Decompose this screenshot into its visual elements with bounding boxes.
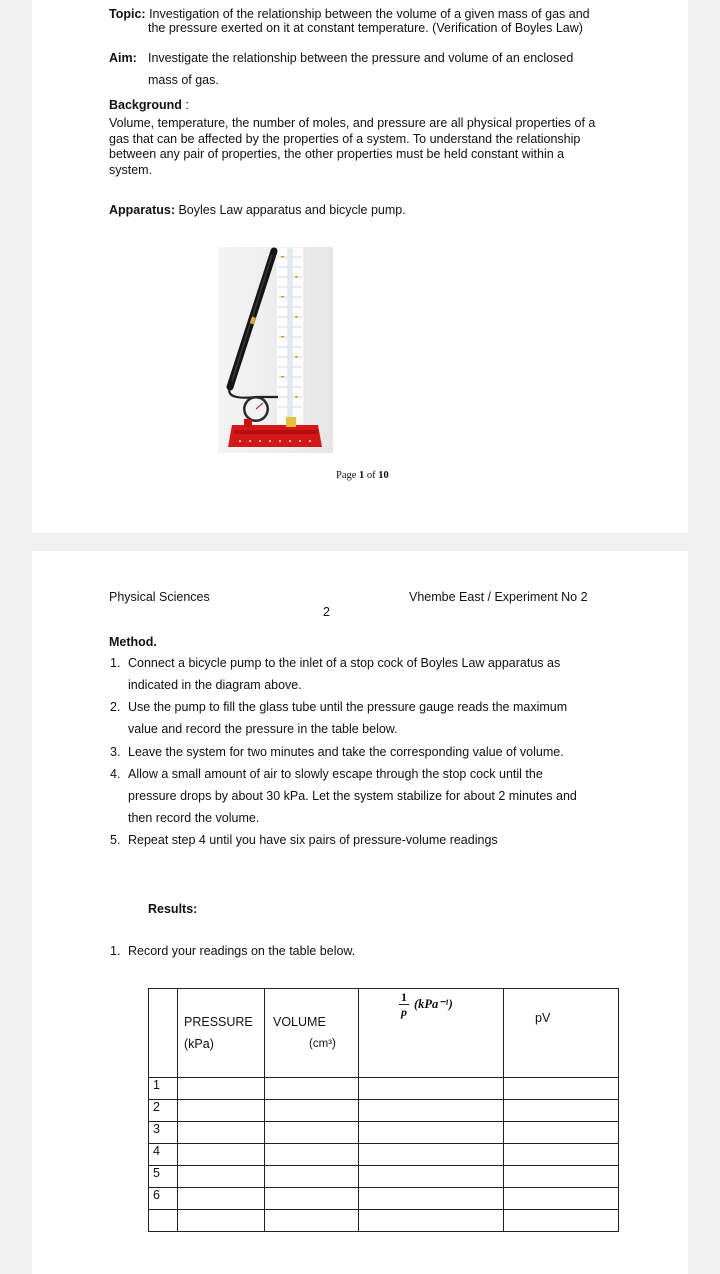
table-row <box>149 1188 619 1210</box>
footer-prefix: Page <box>336 470 357 481</box>
background-line: between any pair of properties, the other properties must be held constant within a <box>109 147 565 161</box>
footer-of: of <box>366 470 376 481</box>
background-line: gas that can be affected by the properties of a system. To understand the relationship <box>109 131 581 146</box>
background-label: Background <box>109 98 182 112</box>
method-step-number: 4. <box>110 767 121 781</box>
topic-line-2: the pressure exerted on it at constant temperature. (Verification of Boyles Law) <box>148 21 583 35</box>
method-step <box>110 829 618 851</box>
inverse-pressure-cell[interactable] <box>359 1166 504 1188</box>
topic-text-1: Investigation of the relationship between the volume of a given mass of gas and <box>149 7 590 21</box>
inverse-pressure-cell[interactable] <box>359 1122 504 1144</box>
header-right: Vhembe East / Experiment No 2 <box>409 590 588 604</box>
pressure-cell[interactable] <box>178 1188 265 1210</box>
method-step-number: 2. <box>110 700 121 714</box>
method-step-number: 3. <box>110 745 121 759</box>
method-step-line: Allow a small amount of air to slowly escape through the stop cock until the <box>128 767 543 781</box>
inverse-denominator: p <box>401 1005 407 1019</box>
volume-cell[interactable] <box>265 1100 359 1122</box>
document-page-2 <box>32 551 688 1274</box>
pressure-header: PRESSURE <box>184 1015 253 1029</box>
background-line: Volume, temperature, the number of moles, and pressure are all physical properties of a <box>109 116 596 130</box>
method-step-number: 1. <box>110 656 121 670</box>
volume-cell[interactable] <box>265 1144 359 1166</box>
pv-cell[interactable] <box>504 1100 619 1122</box>
method-step-line: value and record the pressure in the table below. <box>128 722 398 736</box>
background-paragraph <box>109 116 649 178</box>
method-step-line: Repeat step 4 until you have six pairs of pressure-volume readings <box>128 833 498 847</box>
volume-unit: (cm³) <box>309 1038 336 1050</box>
pv-cell[interactable] <box>504 1166 619 1188</box>
table-row <box>149 1078 619 1100</box>
method-heading: Method. <box>109 635 157 649</box>
inverse-unit: (kPa⁻¹) <box>414 997 453 1011</box>
table-row <box>149 1144 619 1166</box>
results-step-number: 1. <box>110 944 121 958</box>
pressure-cell[interactable] <box>178 1144 265 1166</box>
pressure-cell[interactable] <box>178 1078 265 1100</box>
background-line: system. <box>109 162 153 177</box>
apparatus-photo <box>218 247 333 453</box>
pv-cell[interactable] <box>504 1078 619 1100</box>
pv-cell[interactable] <box>504 1144 619 1166</box>
method-step-line: pressure drops by about 30 kPa. Let the system stabilize for about 2 minutes and <box>128 789 577 803</box>
footer-total: 10 <box>378 470 389 481</box>
pressure-cell[interactable] <box>178 1100 265 1122</box>
results-step <box>110 940 618 962</box>
header-left: Physical Sciences <box>109 590 210 604</box>
volume-cell[interactable] <box>265 1188 359 1210</box>
aim-line-2: mass of gas. <box>148 73 219 87</box>
aim-label: Aim: <box>109 51 137 65</box>
method-step-number: 5. <box>110 833 121 847</box>
inverse-pressure-cell[interactable] <box>359 1100 504 1122</box>
aim-line-1: Investigate the relationship between the pressure and volume of an enclosed <box>148 51 574 65</box>
pressure-unit: (kPa) <box>184 1037 214 1051</box>
volume-header-cell <box>265 989 359 1078</box>
apparatus-text: Boyles Law apparatus and bicycle pump. <box>178 203 406 217</box>
pressure-cell[interactable] <box>178 1122 265 1144</box>
table-row <box>149 1166 619 1188</box>
row-number: 1 <box>149 1078 178 1100</box>
volume-cell[interactable] <box>265 1210 359 1232</box>
volume-cell[interactable] <box>265 1078 359 1100</box>
method-step-line: Leave the system for two minutes and take the corresponding value of volume. <box>128 745 564 759</box>
results-step-text: Record your readings on the table below. <box>128 944 356 958</box>
topic-label: Topic: <box>109 7 146 21</box>
apparatus-line <box>109 202 406 218</box>
pv-header-cell <box>504 989 619 1078</box>
inverse-pressure-cell[interactable] <box>359 1144 504 1166</box>
inverse-numerator: 1 <box>401 990 407 1004</box>
inverse-pressure-cell[interactable] <box>359 1210 504 1232</box>
page-number: 2 <box>323 605 330 619</box>
table-header-row <box>149 989 619 1078</box>
volume-header: VOLUME <box>273 1015 326 1029</box>
method-step-line: Use the pump to fill the glass tube until the pressure gauge reads the maximum <box>128 700 568 714</box>
background-heading <box>109 97 189 113</box>
background-colon: : <box>185 98 189 112</box>
results-heading: Results: <box>148 902 198 916</box>
volume-cell[interactable] <box>265 1166 359 1188</box>
inverse-pressure-cell[interactable] <box>359 1188 504 1210</box>
row-number: 5 <box>149 1166 178 1188</box>
apparatus-label: Apparatus: <box>109 203 175 217</box>
pv-cell[interactable] <box>504 1210 619 1232</box>
pressure-cell[interactable] <box>178 1166 265 1188</box>
method-step-line: Connect a bicycle pump to the inlet of a stop cock of Boyles Law apparatus as <box>128 656 561 670</box>
table-row <box>149 1100 619 1122</box>
method-step <box>110 763 618 829</box>
pressure-cell[interactable] <box>178 1210 265 1232</box>
table-row <box>149 1210 619 1232</box>
page-footer <box>336 470 389 481</box>
pv-cell[interactable] <box>504 1122 619 1144</box>
row-number: 4 <box>149 1144 178 1166</box>
method-step <box>110 741 618 763</box>
row-number: 3 <box>149 1122 178 1144</box>
inverse-pressure-cell[interactable] <box>359 1078 504 1100</box>
row-number: 2 <box>149 1100 178 1122</box>
pressure-header-cell <box>178 989 265 1078</box>
method-step <box>110 696 618 740</box>
footer-current: 1 <box>359 470 365 481</box>
method-step-line: then record the volume. <box>128 811 260 825</box>
volume-cell[interactable] <box>265 1122 359 1144</box>
row-number <box>149 1210 178 1232</box>
method-step-line: indicated in the diagram above. <box>128 678 302 692</box>
header-blank-cell <box>149 989 178 1078</box>
pv-header: pV <box>535 1011 551 1025</box>
inverse-pressure-header-cell <box>359 989 504 1078</box>
table-row <box>149 1122 619 1144</box>
method-step <box>110 652 618 696</box>
pv-cell[interactable] <box>504 1188 619 1210</box>
results-table <box>148 988 619 1232</box>
document-page-1 <box>32 0 688 533</box>
row-number: 6 <box>149 1188 178 1210</box>
